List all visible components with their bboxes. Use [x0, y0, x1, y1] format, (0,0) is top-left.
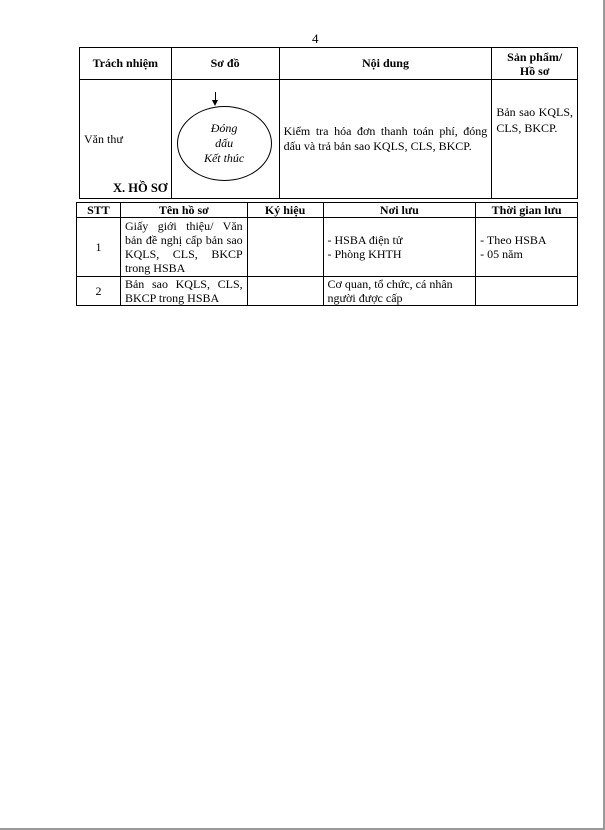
cell-name: Giấy giới thiệu/ Văn bản đề nghị cấp bản sao KQLS, CLS, BKCP trong HSBA [120, 218, 247, 277]
end-node-ellipse [177, 106, 272, 181]
header-responsibility: Trách nhiệm [80, 48, 172, 80]
end-node-line1: Đóng [210, 121, 238, 135]
cell-retention [476, 277, 578, 306]
retention-line1: - Theo HSBA [480, 233, 547, 247]
retention-line2: - 05 năm [480, 247, 523, 261]
cell-content: Kiểm tra hóa đơn thanh toán phí, đóng dấu và trả bản sao KQLS, CLS, BKCP. [279, 80, 492, 199]
table-row [77, 277, 578, 306]
records-table-header [77, 203, 578, 218]
section-title: X. HỒ SƠ [113, 181, 168, 195]
page-number: 4 [312, 31, 319, 46]
flow-arrow-head [212, 100, 218, 106]
header-product-line2: Hồ sơ [519, 63, 550, 78]
storage-line1: - HSBA điện tử [327, 233, 403, 247]
cell-code [247, 218, 323, 277]
header-stt: STT [77, 203, 121, 218]
end-node-line2: dấu [215, 136, 234, 150]
cell-code [247, 277, 323, 306]
cell-stt: 1 [77, 218, 121, 277]
table-row [77, 218, 578, 277]
header-name: Tên hồ sơ [120, 203, 247, 218]
header-product-line1: Sản phẩm/ [507, 49, 563, 64]
header-code: Ký hiệu [247, 203, 323, 218]
header-diagram: Sơ đồ [171, 48, 279, 80]
cell-storage [323, 218, 476, 277]
cell-storage: Cơ quan, tổ chức, cá nhân người được cấp [323, 277, 476, 306]
cell-diagram [171, 80, 279, 199]
storage-line2: - Phòng KHTH [327, 247, 402, 261]
process-table [79, 47, 578, 199]
cell-responsibility: Văn thư [80, 80, 172, 199]
cell-stt: 2 [77, 277, 121, 306]
header-product [492, 48, 578, 80]
cell-product: Bản sao KQLS, CLS, BKCP. [492, 80, 578, 199]
end-node-line3: Kết thúc [203, 151, 245, 165]
process-table-header [80, 48, 578, 80]
records-table [76, 202, 578, 306]
header-storage: Nơi lưu [323, 203, 476, 218]
flowchart [172, 92, 279, 186]
header-content: Nội dung [279, 48, 492, 80]
header-retention: Thời gian lưu [476, 203, 578, 218]
cell-retention [476, 218, 578, 277]
cell-name: Bản sao KQLS, CLS, BKCP trong HSBA [120, 277, 247, 306]
